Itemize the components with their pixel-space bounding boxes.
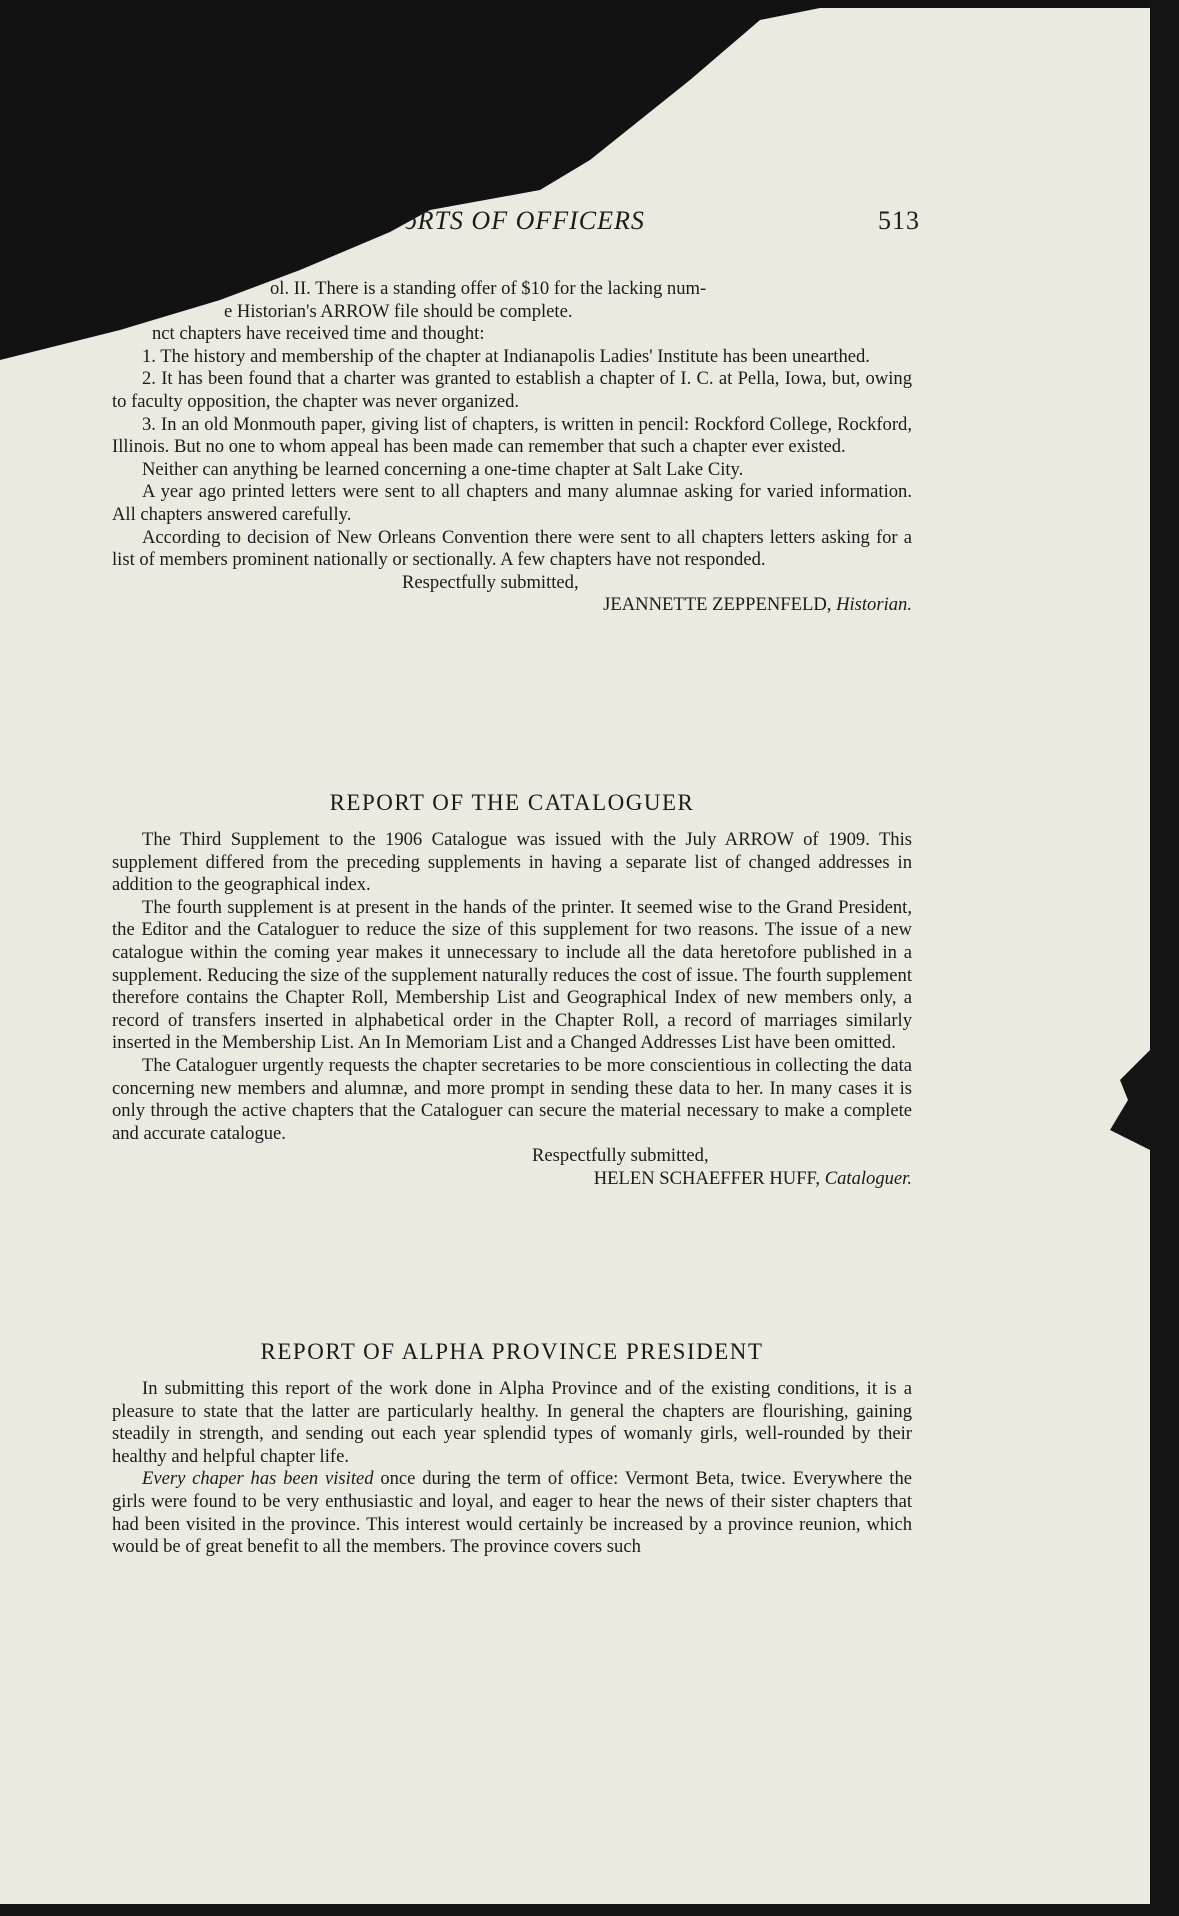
cataloguer-name: HELEN SCHAEFFER HUFF,: [593, 1167, 821, 1189]
cataloguer-para: The Third Supplement to the 1906 Catalogue was issued with the July ARROW of 1909. This supplement differed from the preceding supplements in having a separate list of changed addresses in addition to the geographical index.: [112, 829, 912, 896]
cataloguer-signature: [112, 1168, 912, 1191]
historian-closing: Respectfully submitted,: [402, 571, 579, 593]
alpha-para-2-italic: Every chaper has been visited: [142, 1468, 374, 1490]
alpha-para-1: In submitting this report of the work done in Alpha Province and of the existing conditions, it is a pleasure to state that the latter are particularly healthy. In general the chapters are flourishing, gaining steadily in strength, and sending out each year splendid types of womanly girls, well-rounded by their healthy and helpful chapter life.: [112, 1378, 912, 1467]
alpha-para-2-rest: once during the term of office: Vermont Beta, twice. Everywhere the girls were found to be very enthusiastic and loyal, and eager to hear the news of their sister chapters that had been visited in the province. This interest would certainly be increased by a province reunion, which would be of great benefit to all the members. The province covers such: [112, 1468, 913, 1558]
historian-para: e Historian's ARROW file should be complete.: [224, 300, 573, 322]
historian-para: ol. II. There is a standing offer of $10 for the lacking num-: [270, 278, 707, 299]
cataloguer-heading: REPORT OF THE CATALOGUER: [329, 790, 695, 815]
historian-para: 1. The history and membership of the chapter at Indianapolis Ladies' Institute has been unearthed.: [142, 345, 870, 367]
cataloguer-para: The Cataloguer urgently requests the chapter secretaries to be more conscientious in collecting the data concerning new members and alumnæ, and more prompt in sending these data to her. In many cases it is only through the active chapters that the Cataloguer can secure the material necessary to make a complete and accurate catalogue.: [112, 1054, 912, 1144]
historian-para: 2. It has been found that a charter was granted to establish a chapter of I. C. at Pella, Iowa, but, owing to faculty opposition, the chapter was never organized.: [112, 368, 912, 412]
running-head-title: ↄRTS OF OFFICERS: [405, 206, 645, 235]
historian-para: nct chapters have received time and thought:: [152, 323, 485, 345]
alpha-report: [112, 1378, 912, 1559]
cataloguer-title: Cataloguer.: [824, 1167, 912, 1189]
historian-title: Historian.: [836, 594, 912, 616]
cataloguer-report: [112, 829, 912, 1191]
historian-para: A year ago printed letters were sent to all chapters and many alumnae asking for varied information. All chapters answered carefully.: [112, 481, 912, 525]
cataloguer-closing: Respectfully submitted,: [532, 1145, 709, 1167]
historian-report: [112, 278, 912, 617]
historian-para: According to decision of New Orleans Convention there were sent to all chapters letters asking for a list of members prominent nationally or sectionally. A few chapters have not responded.: [112, 526, 912, 571]
historian-name: JEANNETTE ZEPPENFELD,: [603, 594, 832, 616]
alpha-heading: REPORT OF ALPHA PROVINCE PRESIDENT: [260, 1339, 764, 1364]
page-number: 513: [878, 206, 920, 235]
edge-mark-shape: [1090, 1040, 1150, 1160]
historian-para: 3. In an old Monmouth paper, giving list of chapters, is written in pencil: Rockford College, Rockford, Illinois. But no one to whom appeal has been made can remember that such a chapter ever existed.: [112, 413, 912, 458]
cataloguer-para: The fourth supplement is at present in the hands of the printer. It seemed wise to the Grand President, the Editor and the Cataloguer to reduce the size of this supplement for two reasons. The issue of a new catalogue within the coming year makes it unnecessary to include all the data heretofore published in a supplement. Reducing the size of the supplement naturally reduces the cost of issue. The fourth supplement therefore contains the Chapter Roll, Membership List and Geographical Index of new members only, a record of transfers inserted in alphabetical order in the Chapter Roll, a record of marriages similarly inserted in the Membership List. An In Memoriam List and a Changed Addresses List have been omitted.: [112, 896, 912, 1054]
historian-signature: [112, 594, 912, 617]
running-head: [380, 206, 920, 242]
historian-para: Neither can anything be learned concerning a one-time chapter at Salt Lake City.: [142, 458, 744, 480]
alpha-para-2: [112, 1468, 912, 1558]
